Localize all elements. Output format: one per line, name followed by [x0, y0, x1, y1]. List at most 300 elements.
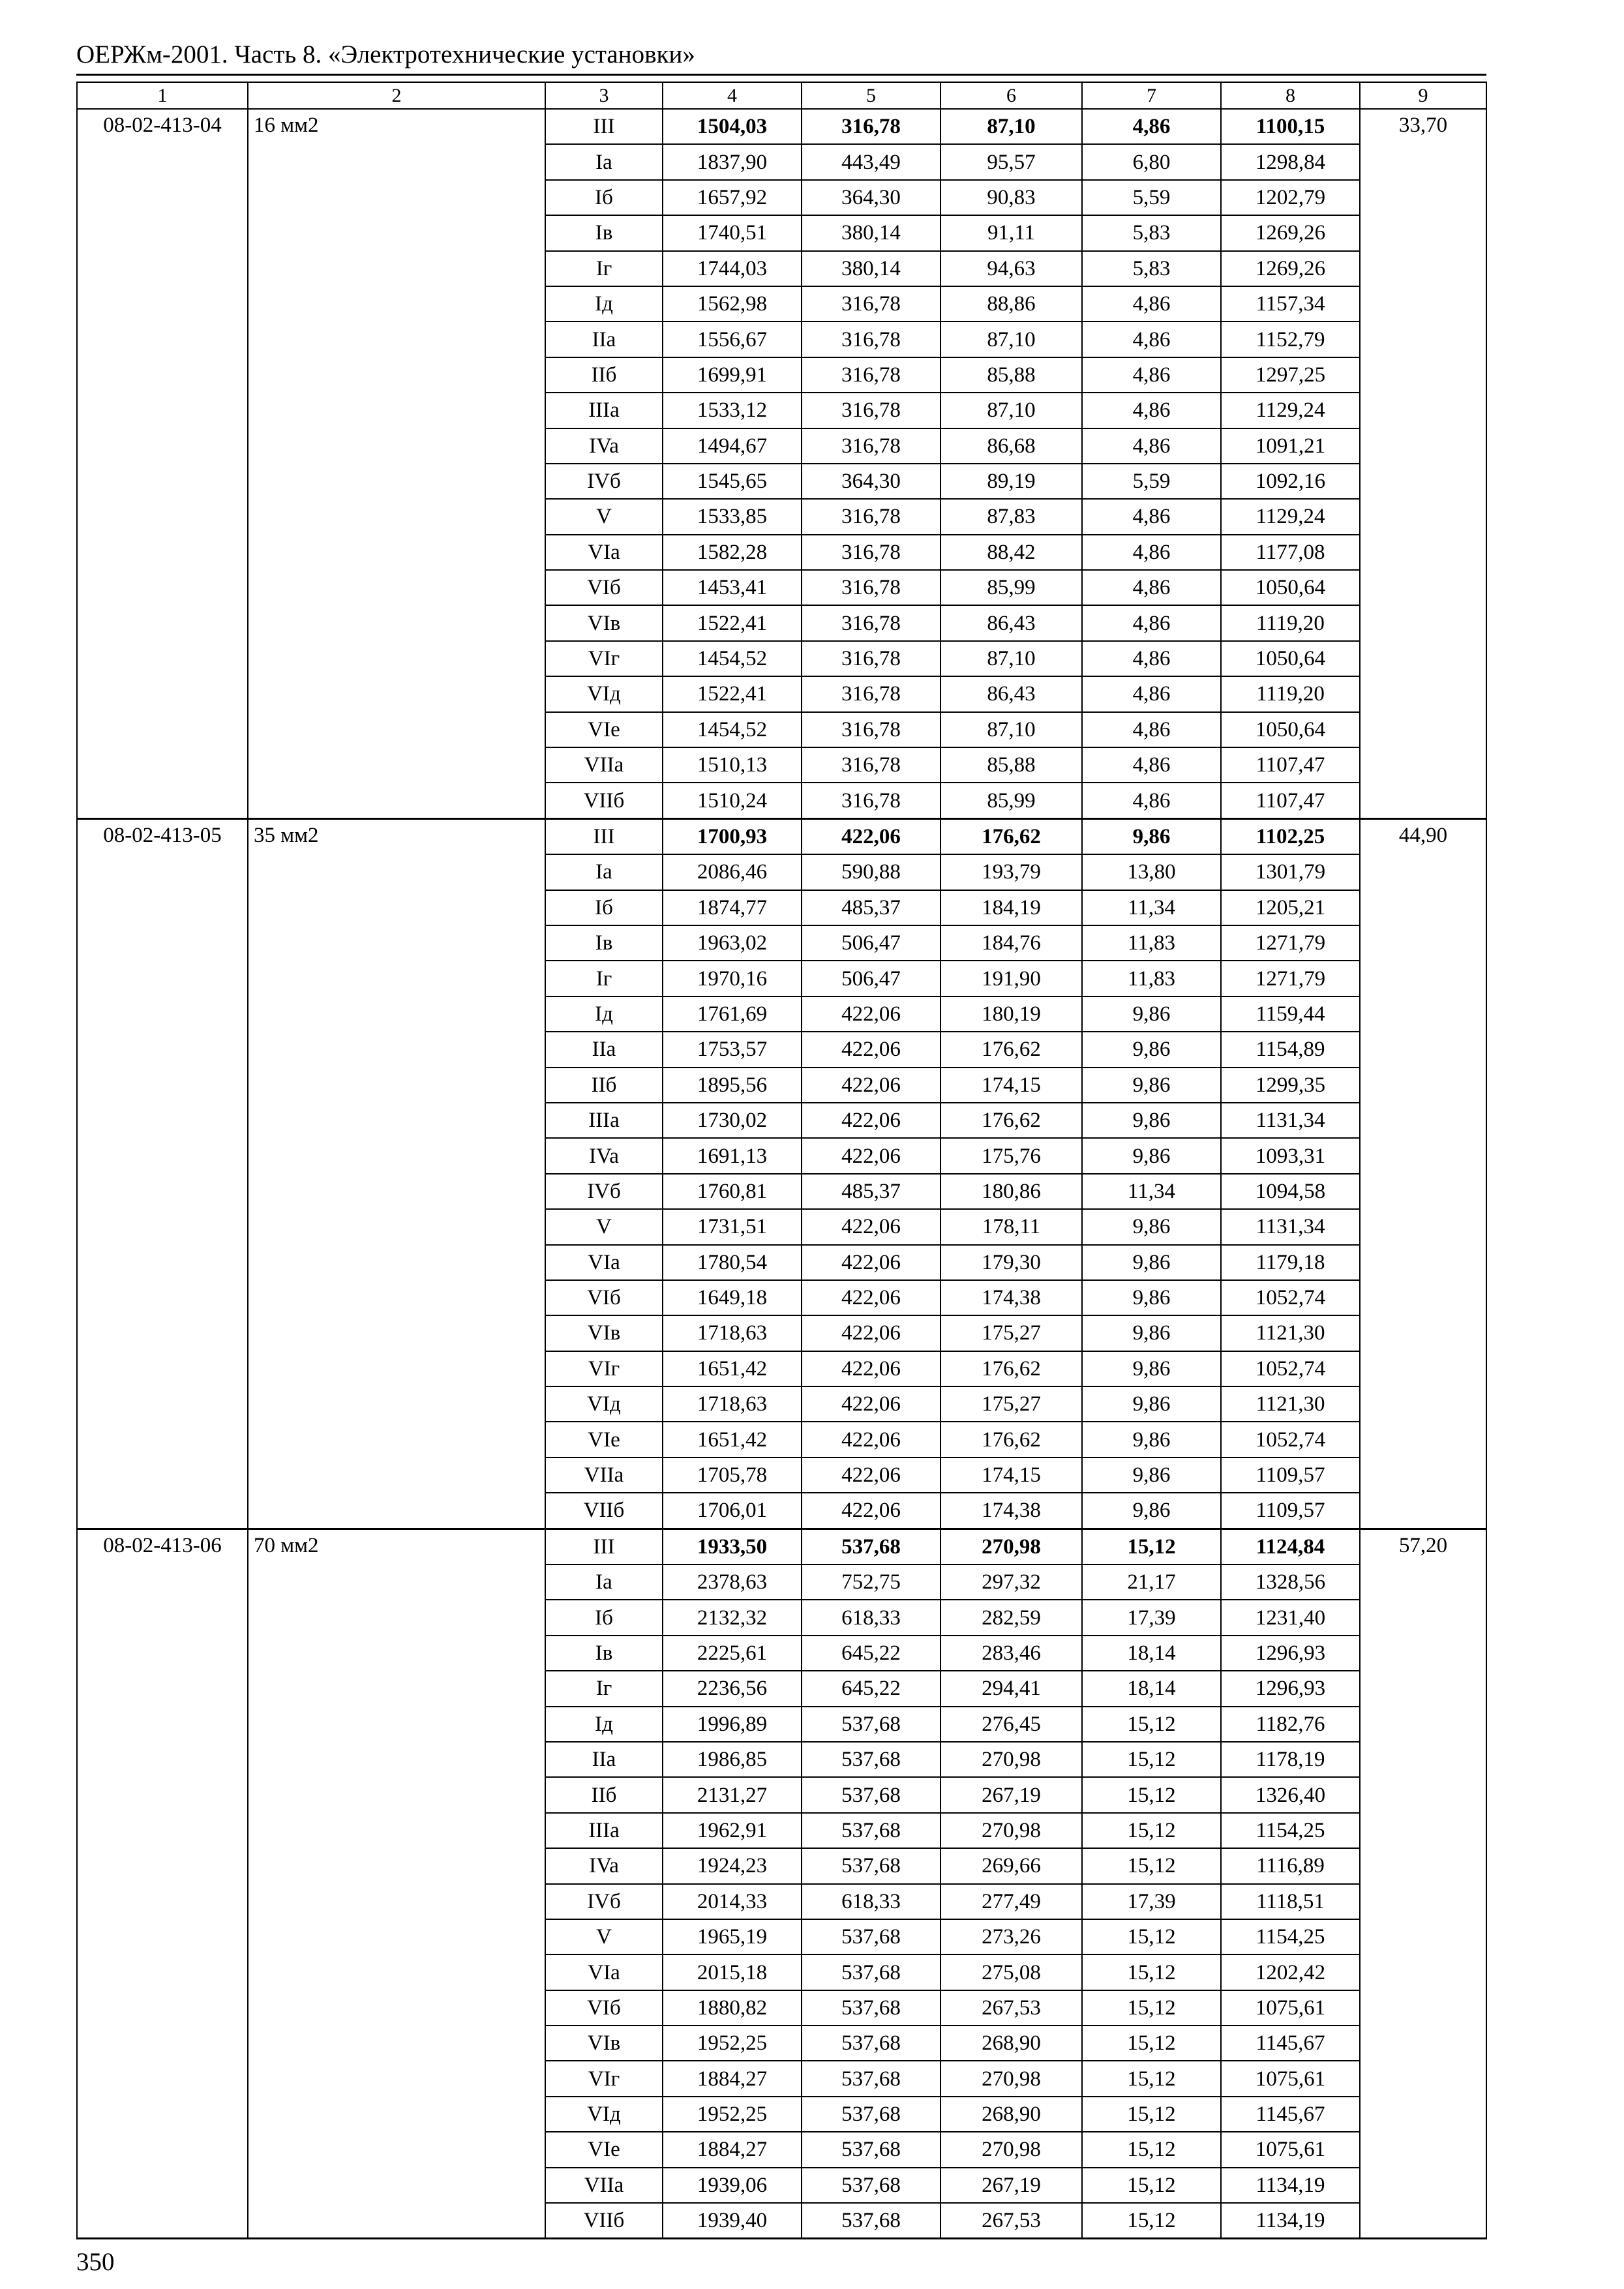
value-cell: 1297,25 [1221, 357, 1360, 393]
zone-cell: VIд [545, 676, 663, 711]
value-cell: 15,12 [1082, 1742, 1221, 1777]
value-cell: 1933,50 [663, 1529, 802, 1564]
value-cell: 422,06 [802, 818, 940, 854]
value-cell: 175,76 [940, 1138, 1082, 1173]
value-cell: 1962,91 [663, 1813, 802, 1848]
value-cell: 1924,23 [663, 1848, 802, 1883]
value-cell: 1182,76 [1221, 1707, 1360, 1742]
value-cell: 4,86 [1082, 499, 1221, 534]
zone-cell: IVa [545, 1848, 663, 1883]
value-cell: 11,34 [1082, 890, 1221, 925]
value-cell: 179,30 [940, 1245, 1082, 1280]
value-cell: 4,86 [1082, 570, 1221, 605]
value-cell: 1718,63 [663, 1386, 802, 1422]
page-title: ОЕРЖм-2001. Часть 8. «Электротехнические установки» [76, 40, 695, 68]
value-cell: 21,17 [1082, 1564, 1221, 1600]
value-cell: 752,75 [802, 1564, 940, 1600]
value-cell: 1075,61 [1221, 2061, 1360, 2096]
value-cell: 1545,65 [663, 464, 802, 499]
zone-cell: Ia [545, 1564, 663, 1600]
zone-cell: Iб [545, 1600, 663, 1635]
value-cell: 89,19 [940, 464, 1082, 499]
value-cell: 5,59 [1082, 464, 1221, 499]
value-cell: 270,98 [940, 2132, 1082, 2167]
value-cell: 1177,08 [1221, 535, 1360, 570]
norm-code: 08-02-413-04 [77, 109, 248, 818]
value-cell: 1700,93 [663, 818, 802, 854]
value-cell: 1091,21 [1221, 428, 1360, 464]
value-cell: 645,22 [802, 1636, 940, 1671]
zone-cell: IIa [545, 1032, 663, 1067]
value-cell: 1691,13 [663, 1138, 802, 1173]
value-cell: 422,06 [802, 1103, 940, 1138]
value-cell: 9,86 [1082, 1493, 1221, 1529]
zone-cell: VIe [545, 1422, 663, 1457]
value-cell: 9,86 [1082, 1351, 1221, 1386]
value-cell: 88,86 [940, 286, 1082, 322]
value-cell: 174,15 [940, 1458, 1082, 1493]
zone-cell: VIIa [545, 2168, 663, 2203]
value-cell: 270,98 [940, 2061, 1082, 2096]
value-cell: 9,86 [1082, 996, 1221, 1032]
zone-cell: IIIa [545, 1103, 663, 1138]
column-number: 3 [545, 82, 663, 109]
value-cell: 268,90 [940, 2026, 1082, 2061]
value-cell: 1134,19 [1221, 2168, 1360, 2203]
value-cell: 9,86 [1082, 1138, 1221, 1173]
value-cell: 4,86 [1082, 109, 1221, 144]
value-cell: 86,68 [940, 428, 1082, 464]
value-cell: 537,68 [802, 1813, 940, 1848]
zone-cell: III [545, 109, 663, 144]
value-cell: 1159,44 [1221, 996, 1360, 1032]
value-cell: 1510,13 [663, 747, 802, 783]
value-cell: 176,62 [940, 818, 1082, 854]
table-row [77, 1529, 1486, 1564]
value-cell: 1179,18 [1221, 1245, 1360, 1280]
value-cell: 87,10 [940, 322, 1082, 357]
value-cell: 422,06 [802, 1209, 940, 1244]
value-cell: 316,78 [802, 535, 940, 570]
value-cell: 1952,25 [663, 2026, 802, 2061]
value-cell: 273,26 [940, 1919, 1082, 1954]
value-cell: 1050,64 [1221, 570, 1360, 605]
value-cell: 176,62 [940, 1351, 1082, 1386]
value-cell: 277,49 [940, 1884, 1082, 1919]
zone-cell: V [545, 499, 663, 534]
column-number-row [77, 82, 1486, 109]
value-cell: 422,06 [802, 1422, 940, 1457]
value-cell: 4,86 [1082, 605, 1221, 640]
value-cell: 1731,51 [663, 1209, 802, 1244]
value-cell: 2014,33 [663, 1884, 802, 1919]
value-cell: 276,45 [940, 1707, 1082, 1742]
value-cell: 9,86 [1082, 1032, 1221, 1067]
value-cell: 422,06 [802, 1351, 940, 1386]
value-cell: 180,86 [940, 1174, 1082, 1209]
value-cell: 1092,16 [1221, 464, 1360, 499]
zone-cell: VIa [545, 1954, 663, 1990]
zone-cell: Iб [545, 180, 663, 215]
zone-cell: VIг [545, 2061, 663, 2096]
value-cell: 537,68 [802, 1777, 940, 1812]
value-cell: 422,06 [802, 1138, 940, 1173]
value-cell: 87,10 [940, 712, 1082, 747]
value-cell: 178,11 [940, 1209, 1082, 1244]
value-cell: 537,68 [802, 2097, 940, 2132]
value-cell: 1730,02 [663, 1103, 802, 1138]
value-cell: 316,78 [802, 393, 940, 428]
value-cell: 1296,93 [1221, 1671, 1360, 1706]
value-cell: 1884,27 [663, 2132, 802, 2167]
value-cell: 1116,89 [1221, 1848, 1360, 1883]
value-cell: 85,99 [940, 783, 1082, 818]
value-cell: 2225,61 [663, 1636, 802, 1671]
value-cell: 1970,16 [663, 961, 802, 996]
value-cell: 1965,19 [663, 1919, 802, 1954]
value-cell: 90,83 [940, 180, 1082, 215]
zone-cell: IVб [545, 1174, 663, 1209]
value-cell: 422,06 [802, 1245, 940, 1280]
value-cell: 270,98 [940, 1813, 1082, 1848]
value-cell: 17,39 [1082, 1884, 1221, 1919]
value-cell: 1119,20 [1221, 605, 1360, 640]
value-cell: 1129,24 [1221, 499, 1360, 534]
value-cell: 4,86 [1082, 393, 1221, 428]
zone-cell: VIв [545, 1315, 663, 1351]
value-cell: 316,78 [802, 109, 940, 144]
value-cell: 95,57 [940, 144, 1082, 179]
value-cell: 4,86 [1082, 357, 1221, 393]
value-cell: 4,86 [1082, 286, 1221, 322]
zone-cell: VIIa [545, 1458, 663, 1493]
value-cell: 176,62 [940, 1103, 1082, 1138]
value-cell: 85,88 [940, 357, 1082, 393]
value-cell: 537,68 [802, 1742, 940, 1777]
column-9-value: 57,20 [1360, 1529, 1486, 2239]
value-cell: 176,62 [940, 1032, 1082, 1067]
norm-name: 70 мм2 [248, 1529, 545, 2239]
zone-cell: VIб [545, 570, 663, 605]
value-cell: 1178,19 [1221, 1742, 1360, 1777]
value-cell: 1298,84 [1221, 144, 1360, 179]
value-cell: 283,46 [940, 1636, 1082, 1671]
zone-cell: IIIa [545, 1813, 663, 1848]
value-cell: 15,12 [1082, 2061, 1221, 2096]
column-number: 8 [1221, 82, 1360, 109]
value-cell: 316,78 [802, 286, 940, 322]
value-cell: 1129,24 [1221, 393, 1360, 428]
value-cell: 537,68 [802, 1848, 940, 1883]
value-cell: 86,43 [940, 676, 1082, 711]
value-cell: 1131,34 [1221, 1209, 1360, 1244]
value-cell: 537,68 [802, 2026, 940, 2061]
value-cell: 1753,57 [663, 1032, 802, 1067]
value-cell: 94,63 [940, 251, 1082, 286]
value-cell: 2015,18 [663, 1954, 802, 1990]
value-cell: 1124,84 [1221, 1529, 1360, 1564]
value-cell: 1093,31 [1221, 1138, 1360, 1173]
value-cell: 91,11 [940, 215, 1082, 250]
value-cell: 618,33 [802, 1600, 940, 1635]
zone-cell: VIIб [545, 2203, 663, 2239]
zone-cell: IIIa [545, 393, 663, 428]
value-cell: 1121,30 [1221, 1386, 1360, 1422]
value-cell: 282,59 [940, 1600, 1082, 1635]
zone-cell: Ia [545, 854, 663, 890]
value-cell: 1145,67 [1221, 2026, 1360, 2061]
zone-cell: V [545, 1209, 663, 1244]
value-cell: 269,66 [940, 1848, 1082, 1883]
value-cell: 1963,02 [663, 925, 802, 961]
value-cell: 1052,74 [1221, 1351, 1360, 1386]
zone-cell: VIг [545, 1351, 663, 1386]
value-cell: 1651,42 [663, 1351, 802, 1386]
zone-cell: IVб [545, 464, 663, 499]
zone-cell: IVб [545, 1884, 663, 1919]
value-cell: 15,12 [1082, 2203, 1221, 2239]
value-cell: 174,15 [940, 1068, 1082, 1103]
zone-cell: IIa [545, 322, 663, 357]
value-cell: 618,33 [802, 1884, 940, 1919]
value-cell: 364,30 [802, 464, 940, 499]
value-cell: 364,30 [802, 180, 940, 215]
value-cell: 9,86 [1082, 1386, 1221, 1422]
value-cell: 590,88 [802, 854, 940, 890]
zone-cell: VIд [545, 2097, 663, 2132]
value-cell: 316,78 [802, 322, 940, 357]
value-cell: 1301,79 [1221, 854, 1360, 890]
norms-table [76, 82, 1487, 2239]
value-cell: 1157,34 [1221, 286, 1360, 322]
value-cell: 174,38 [940, 1280, 1082, 1315]
value-cell: 294,41 [940, 1671, 1082, 1706]
value-cell: 15,12 [1082, 1919, 1221, 1954]
value-cell: 9,86 [1082, 1068, 1221, 1103]
value-cell: 175,27 [940, 1315, 1082, 1351]
value-cell: 422,06 [802, 1493, 940, 1529]
value-cell: 268,90 [940, 2097, 1082, 2132]
value-cell: 11,83 [1082, 961, 1221, 996]
value-cell: 184,19 [940, 890, 1082, 925]
value-cell: 270,98 [940, 1529, 1082, 1564]
zone-cell: Iд [545, 286, 663, 322]
value-cell: 537,68 [802, 1529, 940, 1564]
value-cell: 4,86 [1082, 641, 1221, 676]
value-cell: 9,86 [1082, 1209, 1221, 1244]
value-cell: 537,68 [802, 2203, 940, 2239]
value-cell: 85,88 [940, 747, 1082, 783]
zone-cell: IIб [545, 1777, 663, 1812]
zone-cell: Iд [545, 996, 663, 1032]
value-cell: 174,38 [940, 1493, 1082, 1529]
value-cell: 1939,40 [663, 2203, 802, 2239]
value-cell: 1651,42 [663, 1422, 802, 1457]
value-cell: 18,14 [1082, 1671, 1221, 1706]
value-cell: 1939,06 [663, 2168, 802, 2203]
column-number: 7 [1082, 82, 1221, 109]
value-cell: 4,86 [1082, 428, 1221, 464]
value-cell: 316,78 [802, 712, 940, 747]
value-cell: 1453,41 [663, 570, 802, 605]
zone-cell: VIб [545, 1280, 663, 1315]
zone-cell: VIe [545, 2132, 663, 2167]
value-cell: 316,78 [802, 641, 940, 676]
zone-cell: IIб [545, 1068, 663, 1103]
zone-cell: IIб [545, 357, 663, 393]
value-cell: 1299,35 [1221, 1068, 1360, 1103]
value-cell: 2086,46 [663, 854, 802, 890]
value-cell: 4,86 [1082, 783, 1221, 818]
zone-cell: VIв [545, 2026, 663, 2061]
value-cell: 2131,27 [663, 1777, 802, 1812]
zone-cell: III [545, 818, 663, 854]
zone-cell: VIe [545, 712, 663, 747]
value-cell: 1269,26 [1221, 251, 1360, 286]
value-cell: 1205,21 [1221, 890, 1360, 925]
value-cell: 1510,24 [663, 783, 802, 818]
value-cell: 1880,82 [663, 1990, 802, 2026]
value-cell: 9,86 [1082, 818, 1221, 854]
value-cell: 13,80 [1082, 854, 1221, 890]
value-cell: 537,68 [802, 1990, 940, 2026]
zone-cell: Iг [545, 961, 663, 996]
value-cell: 537,68 [802, 2061, 940, 2096]
value-cell: 88,42 [940, 535, 1082, 570]
zone-cell: Iг [545, 251, 663, 286]
value-cell: 316,78 [802, 676, 940, 711]
value-cell: 180,19 [940, 996, 1082, 1032]
value-cell: 1986,85 [663, 1742, 802, 1777]
value-cell: 1131,34 [1221, 1103, 1360, 1138]
value-cell: 422,06 [802, 1386, 940, 1422]
value-cell: 1145,67 [1221, 2097, 1360, 2132]
value-cell: 267,53 [940, 2203, 1082, 2239]
value-cell: 1109,57 [1221, 1458, 1360, 1493]
value-cell: 11,83 [1082, 925, 1221, 961]
value-cell: 316,78 [802, 783, 940, 818]
zone-cell: Iб [545, 890, 663, 925]
value-cell: 1533,12 [663, 393, 802, 428]
value-cell: 485,37 [802, 1174, 940, 1209]
value-cell: 1706,01 [663, 1493, 802, 1529]
value-cell: 1740,51 [663, 215, 802, 250]
value-cell: 1107,47 [1221, 783, 1360, 818]
value-cell: 1271,79 [1221, 961, 1360, 996]
value-cell: 15,12 [1082, 1954, 1221, 1990]
value-cell: 422,06 [802, 1280, 940, 1315]
norm-code: 08-02-413-06 [77, 1529, 248, 2239]
value-cell: 1121,30 [1221, 1315, 1360, 1351]
value-cell: 1494,67 [663, 428, 802, 464]
value-cell: 485,37 [802, 890, 940, 925]
value-cell: 1895,56 [663, 1068, 802, 1103]
value-cell: 1052,74 [1221, 1280, 1360, 1315]
value-cell: 5,83 [1082, 215, 1221, 250]
value-cell: 506,47 [802, 925, 940, 961]
value-cell: 316,78 [802, 357, 940, 393]
value-cell: 537,68 [802, 2132, 940, 2167]
column-9-value: 44,90 [1360, 818, 1486, 1529]
value-cell: 1152,79 [1221, 322, 1360, 357]
value-cell: 87,10 [940, 393, 1082, 428]
value-cell: 9,86 [1082, 1422, 1221, 1457]
value-cell: 1705,78 [663, 1458, 802, 1493]
value-cell: 15,12 [1082, 2026, 1221, 2061]
value-cell: 176,62 [940, 1422, 1082, 1457]
zone-cell: VIб [545, 1990, 663, 2026]
value-cell: 85,99 [940, 570, 1082, 605]
value-cell: 5,83 [1082, 251, 1221, 286]
zone-cell: III [545, 1529, 663, 1564]
value-cell: 1296,93 [1221, 1636, 1360, 1671]
value-cell: 15,12 [1082, 1777, 1221, 1812]
zone-cell: VIд [545, 1386, 663, 1422]
zone-cell: Iв [545, 215, 663, 250]
value-cell: 645,22 [802, 1671, 940, 1706]
value-cell: 537,68 [802, 1954, 940, 1990]
value-cell: 1780,54 [663, 1245, 802, 1280]
value-cell: 380,14 [802, 251, 940, 286]
zone-cell: IVa [545, 1138, 663, 1173]
value-cell: 443,49 [802, 144, 940, 179]
value-cell: 1760,81 [663, 1174, 802, 1209]
value-cell: 1102,25 [1221, 818, 1360, 854]
value-cell: 18,14 [1082, 1636, 1221, 1671]
value-cell: 15,12 [1082, 1813, 1221, 1848]
value-cell: 4,86 [1082, 676, 1221, 711]
zone-cell: Iд [545, 1707, 663, 1742]
value-cell: 87,83 [940, 499, 1082, 534]
value-cell: 1996,89 [663, 1707, 802, 1742]
value-cell: 267,19 [940, 2168, 1082, 2203]
value-cell: 1100,15 [1221, 109, 1360, 144]
value-cell: 1328,56 [1221, 1564, 1360, 1600]
zone-cell: Ia [545, 144, 663, 179]
value-cell: 1657,92 [663, 180, 802, 215]
value-cell: 275,08 [940, 1954, 1082, 1990]
value-cell: 9,86 [1082, 1315, 1221, 1351]
norm-name: 35 мм2 [248, 818, 545, 1529]
value-cell: 537,68 [802, 1919, 940, 1954]
value-cell: 4,86 [1082, 535, 1221, 570]
value-cell: 2378,63 [663, 1564, 802, 1600]
zone-cell: IIa [545, 1742, 663, 1777]
zone-cell: VIг [545, 641, 663, 676]
value-cell: 1952,25 [663, 2097, 802, 2132]
value-cell: 537,68 [802, 2168, 940, 2203]
value-cell: 1075,61 [1221, 2132, 1360, 2167]
value-cell: 1504,03 [663, 109, 802, 144]
value-cell: 15,12 [1082, 1529, 1221, 1564]
value-cell: 1562,98 [663, 286, 802, 322]
column-number: 6 [940, 82, 1082, 109]
value-cell: 1075,61 [1221, 1990, 1360, 2026]
value-cell: 1744,03 [663, 251, 802, 286]
column-number: 4 [663, 82, 802, 109]
value-cell: 316,78 [802, 605, 940, 640]
value-cell: 2132,32 [663, 1600, 802, 1635]
value-cell: 1533,85 [663, 499, 802, 534]
value-cell: 270,98 [940, 1742, 1082, 1777]
value-cell: 1154,25 [1221, 1919, 1360, 1954]
value-cell: 17,39 [1082, 1600, 1221, 1635]
value-cell: 9,86 [1082, 1458, 1221, 1493]
zone-cell: VIIб [545, 1493, 663, 1529]
value-cell: 9,86 [1082, 1245, 1221, 1280]
value-cell: 184,76 [940, 925, 1082, 961]
table-row [77, 109, 1486, 144]
